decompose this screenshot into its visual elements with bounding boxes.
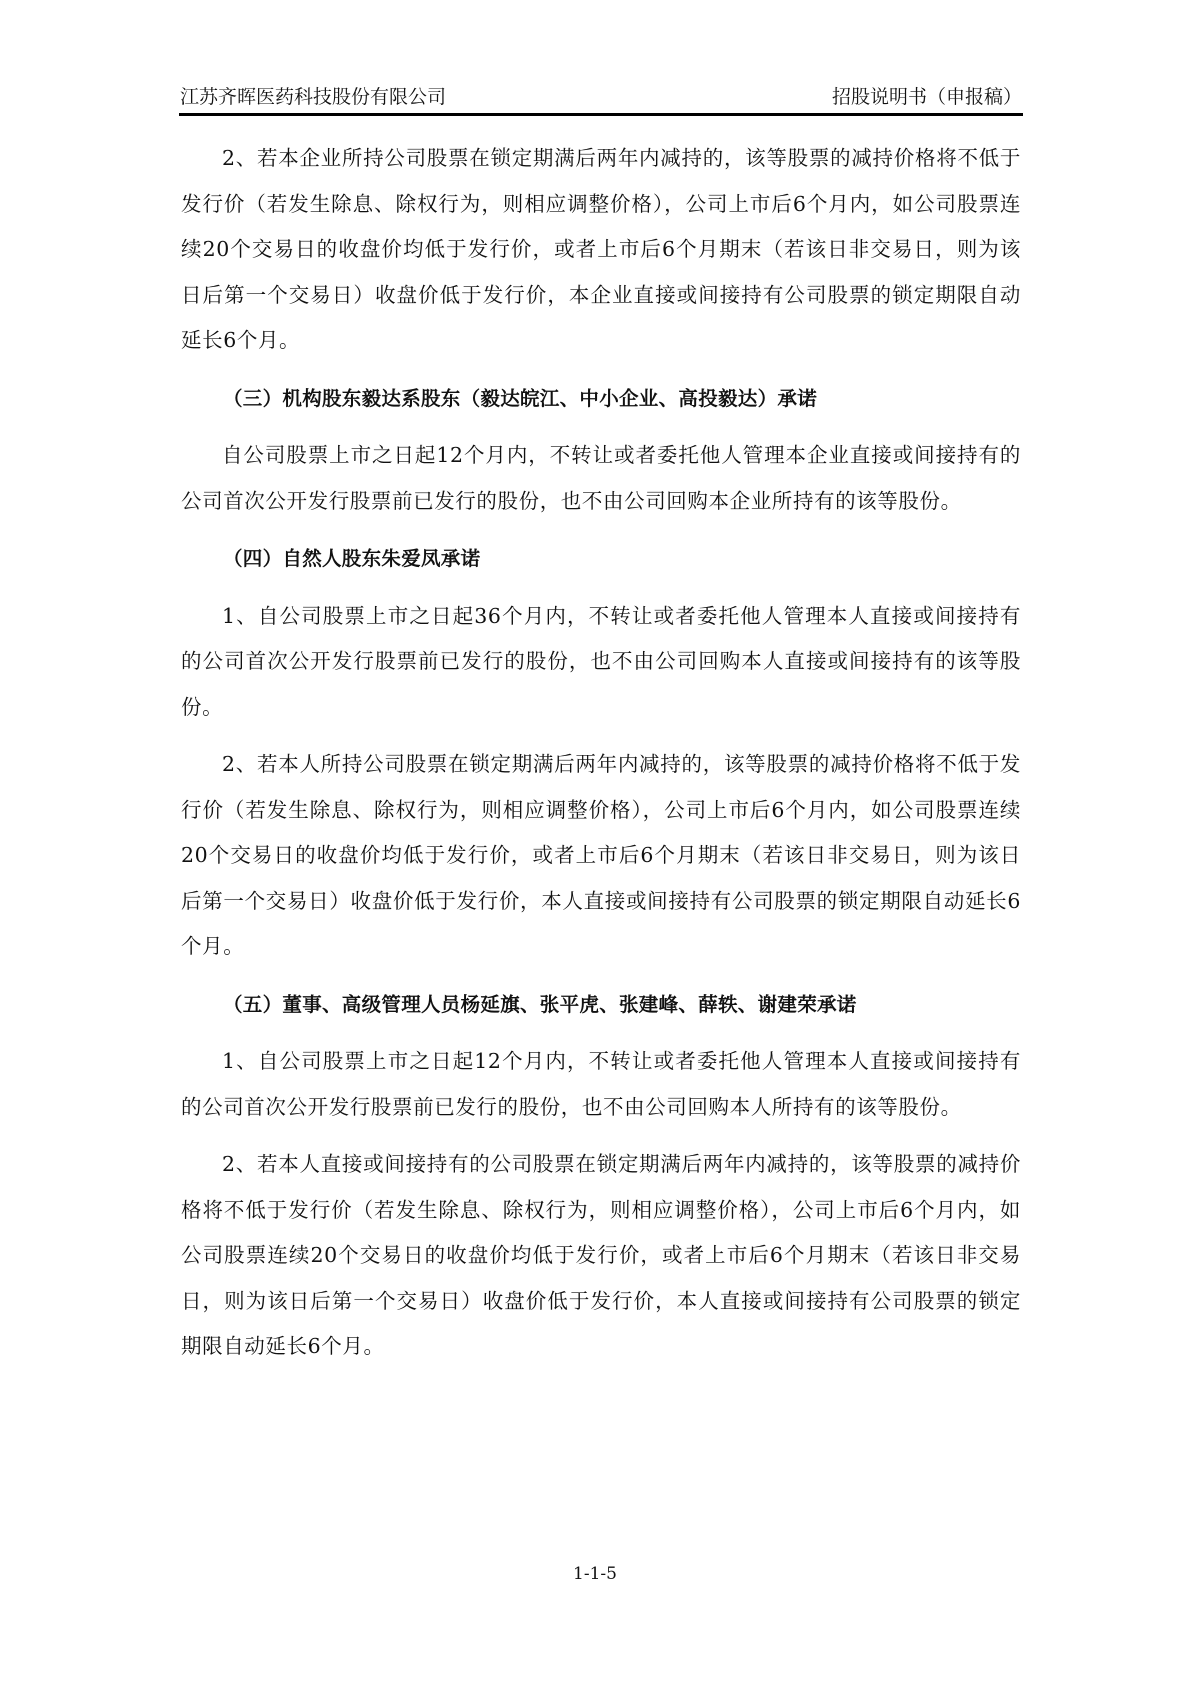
paragraph-yida-12-month-lockup: 自公司股票上市之日起12个月内，不转让或者委托他人管理本企业直接或间接持有的公司首次公开发行股票前已发行的股份，也不由公司回购本企业所持有的该等股份。 <box>181 443 1021 513</box>
section-heading-yida-shareholders: （三）机构股东毅达系股东（毅达皖江、中小企业、高投毅达）承诺 <box>223 386 818 410</box>
document-body <box>181 136 1021 1382</box>
paragraph-individual-lockup-extension: 2、若本人所持公司股票在锁定期满后两年内减持的，该等股票的减持价格将不低于发行价（若发生除息、除权行为，则相应调整价格），公司上市后6个月内，如公司股票连续20个交易日的收盘价均低于发行价，或者上市后6个月期末（若该日非交易日，则为该日后第一个交易日）收盘价低于发行价，本人直接或间接持有公司股票的锁定期限自动延长6个月。 <box>181 752 1021 958</box>
section-heading-directors-executives: （五）董事、高级管理人员杨延旗、张平虎、张建峰、薛轶、谢建荣承诺 <box>223 992 857 1016</box>
header-divider <box>179 113 1023 116</box>
paragraph-enterprise-lockup-extension: 2、若本企业所持公司股票在锁定期满后两年内减持的，该等股票的减持价格将不低于发行价（若发生除息、除权行为，则相应调整价格），公司上市后6个月内，如公司股票连续20个交易日的收盘价均低于发行价，或者上市后6个月期末（若该日非交易日，则为该日后第一个交易日）收盘价低于发行价，本企业直接或间接持有公司股票的锁定期限自动延长6个月。 <box>181 146 1021 352</box>
page-number: 1-1-5 <box>573 1564 617 1584</box>
section-heading-natural-person-shareholder: （四）自然人股东朱爱凤承诺 <box>223 547 481 570</box>
paragraph-directors-lockup-extension: 2、若本人直接或间接持有的公司股票在锁定期满后两年内减持的，该等股票的减持价格将不低于发行价（若发生除息、除权行为，则相应调整价格），公司上市后6个月内，如公司股票连续20个交易日的收盘价均低于发行价，或者上市后6个月期末（若该日非交易日，则为该日后第一个交易日）收盘价低于发行价，本人直接或间接持有公司股票的锁定期限自动延长6个月。 <box>181 1152 1021 1358</box>
paragraph-36-month-lockup: 1、自公司股票上市之日起36个月内，不转让或者委托他人管理本人直接或间接持有的公司首次公开发行股票前已发行的股份，也不由公司回购本人直接或间接持有的该等股份。 <box>181 603 1021 719</box>
page-header <box>180 84 1022 112</box>
header-company-name: 江苏齐晖医药科技股份有限公司 <box>180 86 447 108</box>
header-document-type: 招股说明书（申报稿） <box>831 86 1022 108</box>
paragraph-directors-12-month-lockup: 1、自公司股票上市之日起12个月内，不转让或者委托他人管理本人直接或间接持有的公司首次公开发行股票前已发行的股份，也不由公司回购本人所持有的该等股份。 <box>181 1049 1021 1119</box>
